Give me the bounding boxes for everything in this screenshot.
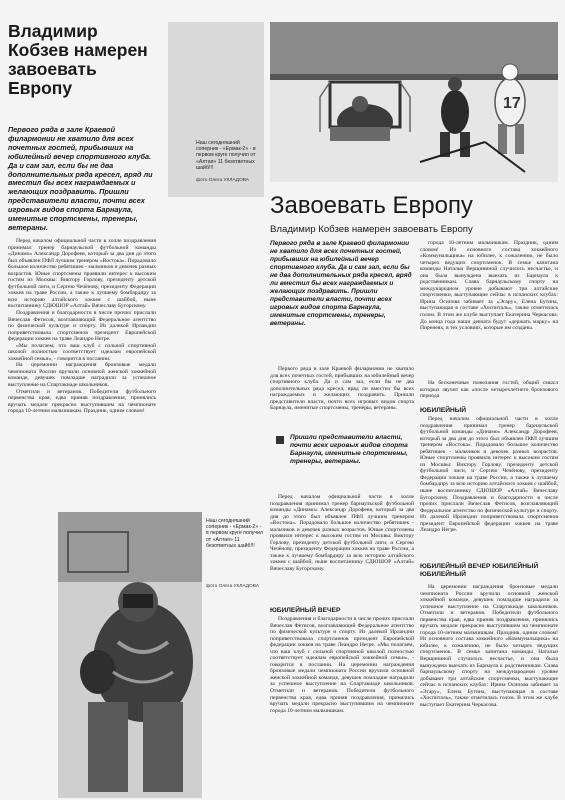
- left-paragraph: «Мы полагаем, что ваш клуб с сильной спортивной школой полностью соответствует идеалам европейской хоккейной семьи», - говорится в послании.: [8, 342, 156, 362]
- main-col2-text-1: [270, 366, 414, 424]
- main-lead: Первого ряда в зале Краевой филармонии не хватило для всех почетных гостей, прибывших на юбилейный вечер спортивного клуба. Да и сам зал, если бы не два дополнительных ряда кресел, вряд ли вместил бы всех награждаемых и желающих поздравить. Пришли представители власти, почти всех игровых видов спорта Барнаула, именитые спортсмены, тренеры, ветераны.: [270, 240, 412, 327]
- main-col3-text-2: [420, 380, 558, 406]
- pullquote-text: Пришли представители власти, почти всех игровых видов спорта Барнаула, именитые спортсмены, тренеры, ветераны.: [290, 434, 408, 465]
- main-paragraph: Поздравления и благодарности в числе прочих прислали Вячеслав Фетисов, возглавляющий Федеральное агентство по физической культуре и спорту. Из далекой Ирландии поприветствовала спортсменов президент Европейской федерации хоккея на траве Леандро Негре. «Мы полагаем, что ваш клуб с сильной спортивной школой полностью соответствует идеалам европейской хоккейной семьи», - говорится в послании. На церемонии награждения бронзовые медали чемпионата России вручили основной женской хоккейной команде, девушек помладше наградили за успешное выступление на Спартакиаде школьников. Отметили и ветеранов. Победители футбольного первенства края, едва приняв поздравления, принялись вручать медали прекрасно выступившим на чемпионате города 10-летним мальчишкам.: [270, 616, 414, 714]
- main-subheadline: Владимир Кобзев намерен завоевать Европу: [270, 224, 473, 235]
- main-col3-text-3: [420, 416, 558, 556]
- svg-text:17: 17: [503, 95, 521, 112]
- left-lead: Первого ряда в зале Краевой филармонии не хватило для всех почетных гостей, прибывших на юбилейный вечер спортивного клуба. Да и сам зал, если бы не два дополнительных ряда кресел, вряд ли вместил бы всех награждаемых и желающих поздравить. Пришли представители власти, почти всех игровых видов спорта Барнаула, именитые спортсмены, тренеры, ветераны.: [8, 125, 153, 232]
- left-headline: Владимир Кобзев намерен завоевать Европу: [8, 21, 148, 98]
- pullquote-mark: [276, 436, 284, 444]
- left-paragraph: Отметили и ветеранов. Победители футбольного первенства края, едва приняв поздравления, принялись вручать медали прекрасно выступившим на чемпионате города 10-летним мальчишкам. Праздник, одним словом!: [8, 388, 156, 415]
- goalie-photo-bottom: [58, 512, 202, 798]
- photo-caption-bottom: Наш сегодняшний соперник - «Ермак-2» - в первом круге получил от «Алтая» 11 безответных шайб!!!: [206, 518, 263, 549]
- hockey-game-image: [270, 22, 558, 182]
- photo-credit-top: фото Олега УКЛАДОВА: [196, 178, 250, 183]
- main-col2-text-2: [270, 494, 414, 602]
- main-paragraph: Перед началом официальной части в холле поздравления принимал тренер барнаульской футбольной команды «Динамо» Александр Дорофеев, который за два дня до этого был объявлен ПФЛ лучшим тренером «Востока». Порадовало большое количество ребятишек - мальчиков и девочек разных возрастов. Юные спортсмены проявили интерес к высоким гостям из Москвы: Виктору Горлову, президенту детской футбольной лиги, и Сергею Чечёнову, президенту Федерации хоккея на траве России, а также к лучшему бомбардиру за всю историю алтайского хоккея с шайбой, ныне воспитаннику СДЮШОР «Алтай» Вячеславу Бугорскому. Поздравления и благодарности в числе прочих прислали Вячеслав Фетисов, возглавляющий Федеральное агентство по физической культуре и спорту. Из далекой Ирландии поприветствовала спортсменов президент Европейской федерации хоккея на траве Леандро Негре.: [420, 416, 558, 534]
- main-col3-text-1: [420, 240, 558, 380]
- main-paragraph: На бесконечные пожелания гостей, общий смысл которых звучит как «после четырехлетнего бронзового периода: [420, 380, 558, 400]
- pullquote-box: [290, 434, 412, 488]
- hockey-photo-top: [270, 22, 558, 182]
- main-col3-text-4: [420, 584, 558, 794]
- photo-caption-top: Наш сегодняшний соперник - «Ермак-2» - в первом круге получил от «Алтая» 11 безответных шайб!!!: [196, 140, 256, 171]
- left-paragraph: На церемонии награждения бронзовые медали чемпионата России вручили основной женской хоккейной команде, девушек помладше наградили за успешное выступление на Спартакиаде школьников.: [8, 362, 156, 389]
- main-col3-subhead-1: ЮБИЛЕЙНЫЙ: [420, 407, 466, 414]
- main-col3-subhead-2: ЮБИЛЕЙНЫЙ ВЕЧЕР ЮБИЛЕЙНЫЙ ЮБИЛЕЙНЫЙ: [420, 563, 539, 578]
- main-paragraph: Первого ряда в зале Краевой филармонии не хватило для всех почетных гостей, прибывших на юбилейный вечер спортивного клуба. Да и сам зал, если бы не два дополнительных ряда кресел, вряд ли вместил бы всех награждаемых и желающих поздравить. Пришли представители власти, почти всех игровых видов спорта Барнаула, именитые спортсмены, тренеры, ветераны.: [270, 366, 414, 412]
- main-headline: Завоевать Европу: [270, 192, 473, 219]
- main-paragraph: города 10-летним мальчишкам. Праздник, одним словом! Из основного состава хоккейного «Коммунальщика» на юбилее, к сожалению, не было четырех ведущих спортсменок. В семье капитана команды Натальи Верщининой случилось несчастье, и она была вынуждена выехать из Барнаула к родственникам. Слава барнаульскому спорту на международном уровне добывают три алтайские спортсменки, выступающие сейчас в испанских клубах: Ирина Осипова забивает за «Эгару», Елена Бутина, выступающая в составе «Хоспиталь», также отметилась голом. В этом же клубе выступает Екатерина Черкасова. До конца года наши девчата будут «держать марку» на Пиренеях, в тех условиях, которые им созданы.: [420, 240, 558, 332]
- left-paragraph: Перед началом официальной части в холле поздравления принимал тренер барнаульской футбольной команды «Динамо» Александр Дорофеев, который за два дня до этого был объявлен ПФЛ лучшим тренером «Востока». Порадовало большое количество ребятишек - мальчиков и девочек разных возрастов. Юные спортсмены проявили интерес к высоким гостям из Москвы: Виктору Горлову, президенту детской футбольной лиги, и Сергею Чечёнову, президенту Федерации хоккея на траве России, а также к лучшему бомбардиру за всю историю алтайского хоккея с шайбой, ныне воспитаннику СДЮШОР «Алтай» Вячеславу Бугорскому.: [8, 238, 156, 310]
- main-col2-text-3: [270, 616, 414, 794]
- goalie-image: [58, 512, 202, 798]
- left-paragraph: Поздравления и благодарности в числе прочих прислали Вячеслав Фетисов, возглавляющий Федеральное агентство по физической культуре и спорту. Из далекой Ирландии поприветствовала спортсменов президент Европейской федерации хоккея на траве Леандро Негре.: [8, 310, 156, 343]
- main-col2-subhead: ЮБИЛЕЙНЫЙ ВЕЧЕР: [270, 607, 341, 614]
- photo-credit-bottom: фото Олега УКЛАДОВА: [206, 584, 260, 589]
- main-paragraph: Перед началом официальной части в холле поздравления принимал тренер барнаульской футбольной команды «Динамо» Александр Дорофеев, который за два дня до этого был объявлен ПФЛ лучшим тренером «Востока». Порадовало большое количество ребятишек - мальчиков и девочек разных возрастов. Юные спортсмены проявили интерес к высоким гостям из Москвы: Виктору Горлову, президенту детской футбольной лиги, и Сергею Чечёнову, президенту Федерации хоккея на траве России, а также к лучшему бомбардиру за всю историю алтайского хоккея с шайбой, ныне воспитаннику СДЮШОР «Алтай» Вячеславу Бугорскому.: [270, 494, 414, 573]
- left-body: [8, 238, 156, 508]
- main-paragraph: На церемонии награждения бронзовые медали чемпионата России вручили основной женской хоккейной команде, девушек помладше наградили за успешное выступление на Спартакиаде школьников. Отметили и ветеранов. Победители футбольного первенства края, едва приняв поздравления, принялись вручать медали прекрасно выступившим на чемпионате города 10-летним мальчишкам. Праздник, одним словом! Из основного состава хоккейного «Коммунальщика» на юбилее, к сожалению, не было четырех ведущих спортсменок. В семье капитана команды Натальи Верщининой случилось несчастье, и она была вынуждена выехать из Барнаула к родственникам. Слава барнаульскому спорту на международном уровне добывают три алтайские спортсменки, выступающие сейчас в испанских клубах: Ирина Осипова забивает за «Эгару», Елена Бутина, выступающая в составе «Хоспиталь», также отметилась голом. В этом же клубе выступает Екатерина Черкасова.: [420, 584, 558, 708]
